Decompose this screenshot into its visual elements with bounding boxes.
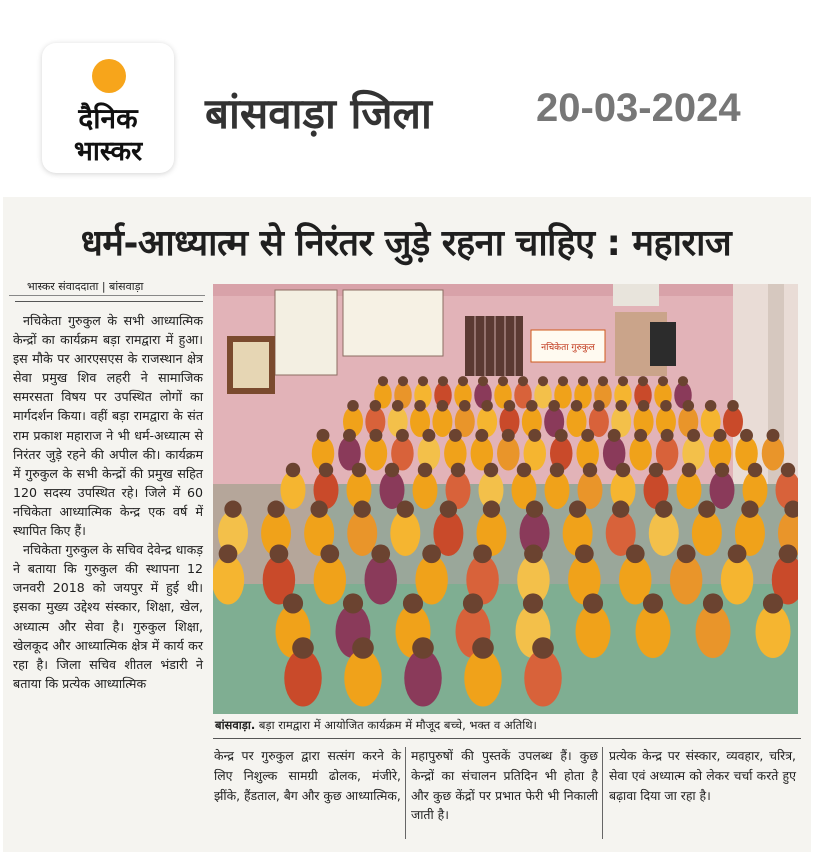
person-head bbox=[618, 376, 628, 386]
person-head bbox=[311, 501, 328, 518]
bottom-column-1: केन्द्र पर गुरुकुल द्वारा सत्संग करने के लिए निशुल्क सामग्री ढोलक, मंजीरे, झींके, हैंडताल, बैग और कुछ आध्यात्मिक, bbox=[214, 748, 401, 803]
person-head bbox=[385, 463, 399, 477]
person-head bbox=[440, 501, 457, 518]
person-head bbox=[583, 463, 597, 477]
person-head bbox=[523, 593, 543, 613]
person-head bbox=[626, 544, 645, 563]
person-head bbox=[748, 463, 762, 477]
person-head bbox=[763, 593, 783, 613]
article-headline: धर्म-आध्यात्म से निरंतर जुड़े रहना चाहिए : महाराज bbox=[80, 223, 732, 264]
person-head bbox=[555, 429, 568, 442]
person-head bbox=[517, 463, 531, 477]
person-head bbox=[558, 376, 568, 386]
newspaper-logo bbox=[42, 43, 174, 173]
person-head bbox=[478, 376, 488, 386]
column-rule bbox=[15, 301, 203, 302]
person-head bbox=[741, 501, 758, 518]
person-head bbox=[714, 429, 727, 442]
person-head bbox=[581, 429, 594, 442]
person-head bbox=[396, 429, 409, 442]
person-head bbox=[518, 376, 528, 386]
person-head bbox=[526, 400, 538, 412]
person-head bbox=[438, 376, 448, 386]
person-head bbox=[267, 501, 284, 518]
person-head bbox=[638, 376, 648, 386]
group-photo-illustration bbox=[213, 284, 798, 714]
person-head bbox=[638, 400, 650, 412]
bottom-column-2: महापुरुषों की पुस्तकें उपलब्ध हैं। कुछ केन्द्रों का संचालन प्रतिदिन भी होता है और कुछ केंद्रों पर प्रभात फेरी भी निकाली जाती है। bbox=[411, 748, 598, 823]
person-head bbox=[767, 429, 780, 442]
logo-text-line2: भास्कर bbox=[73, 136, 143, 167]
paragraph-1: नचिकेता गुरुकुल के सभी आध्यात्मिक केन्द्रों का कार्यक्रम बड़ा रामद्वारा में हुआ। इस मौके पर आरएसएस के राजस्थान क्षेत्र सेवा प्रमुख शिव लहरी ने सामाजिक समरसता विषय पर उपस्थित लोगों का मार्गदर्शन किया। वहीं बड़ा रामद्वारा के संत राम प्रकाश महाराज ने भी धर्म-अध्यात्म से निरंतर जुड़े रहने की अपील की। कार्यक्रम में गुरुकुल के सभी केन्द्रों की प्रमुख सहित 120 सदस्य उपस्थित रहे। जिले में 60 नचिकेता आध्यात्मिक केन्द्र एक वर्ष में स्थापित किए हैं। bbox=[13, 313, 203, 539]
logo-text-line1: दैनिक bbox=[78, 102, 138, 135]
person-head bbox=[292, 637, 314, 659]
paragraph-2: नचिकेता गुरुकुल के सचिव देवेन्द्र धाकड़ ने बताया कि गुरुकुल की स्थापना 12 जनवरी 2018 को जयपुर में हुई थी। इसका मुख्य उद्देश्य संस्कार, शिक्षा, खेल, अध्यात्म और सेवा है। गुरुकुल शिक्षा, खेलकूद और आध्यात्मिक क्षेत्र में कार्य कर रहा है। जिला सचिव शीतल भंडारी ने बताया कि प्रत्येक आध्यात्मिक bbox=[13, 542, 203, 691]
person-head bbox=[683, 400, 695, 412]
person-head bbox=[473, 544, 492, 563]
byline: भास्कर संवाददाता | बांसवाड़ा bbox=[27, 280, 144, 293]
person-head bbox=[598, 376, 608, 386]
caption-text: बड़ा रामद्वारा में आयोजित कार्यक्रम में मौजूद बच्चे, भक्त व अतिथि। bbox=[255, 718, 537, 732]
person-head bbox=[219, 544, 238, 563]
person-head bbox=[347, 400, 359, 412]
news-clipping bbox=[3, 197, 811, 852]
person-head bbox=[418, 376, 428, 386]
person-head bbox=[224, 501, 241, 518]
person-head bbox=[703, 593, 723, 613]
person-head bbox=[655, 501, 672, 518]
person-head bbox=[398, 376, 408, 386]
person-head bbox=[612, 501, 629, 518]
person-head bbox=[593, 400, 605, 412]
person-head bbox=[458, 376, 468, 386]
person-head bbox=[615, 400, 627, 412]
person-head bbox=[414, 400, 426, 412]
left-column bbox=[13, 311, 203, 693]
person-head bbox=[608, 429, 621, 442]
person-head bbox=[283, 593, 303, 613]
person-head bbox=[634, 429, 647, 442]
person-head bbox=[498, 376, 508, 386]
person-head bbox=[569, 501, 586, 518]
person-head bbox=[475, 429, 488, 442]
person-head bbox=[370, 400, 382, 412]
person-head bbox=[682, 463, 696, 477]
person-head bbox=[578, 376, 588, 386]
person-head bbox=[538, 376, 548, 386]
person-head bbox=[403, 593, 423, 613]
person-head bbox=[526, 501, 543, 518]
person-head bbox=[418, 463, 432, 477]
person-head bbox=[661, 429, 674, 442]
person-head bbox=[343, 593, 363, 613]
person-head bbox=[687, 429, 700, 442]
person-head bbox=[317, 429, 330, 442]
person-head bbox=[472, 637, 494, 659]
person-head bbox=[320, 544, 339, 563]
person-head bbox=[575, 544, 594, 563]
person-head bbox=[397, 501, 414, 518]
person-head bbox=[422, 544, 441, 563]
person-head bbox=[412, 637, 434, 659]
photo-caption bbox=[215, 718, 800, 733]
person-head bbox=[451, 463, 465, 477]
person-head bbox=[286, 463, 300, 477]
caption-place: बांसवाड़ा. bbox=[215, 718, 256, 732]
edition-title: बांसवाड़ा जिला bbox=[205, 89, 432, 138]
person-head bbox=[678, 376, 688, 386]
person-head bbox=[528, 429, 541, 442]
caption-rule bbox=[213, 738, 801, 739]
column-divider bbox=[602, 747, 603, 839]
person-head bbox=[779, 544, 798, 563]
person-head bbox=[727, 400, 739, 412]
person-head bbox=[548, 400, 560, 412]
person-head bbox=[649, 463, 663, 477]
person-head bbox=[319, 463, 333, 477]
person-head bbox=[532, 637, 554, 659]
person-head bbox=[660, 400, 672, 412]
person-head bbox=[481, 400, 493, 412]
person-head bbox=[571, 400, 583, 412]
person-head bbox=[463, 593, 483, 613]
person-head bbox=[483, 501, 500, 518]
person-head bbox=[354, 501, 371, 518]
person-head bbox=[392, 400, 404, 412]
person-head bbox=[715, 463, 729, 477]
person-head bbox=[677, 544, 696, 563]
person-head bbox=[583, 593, 603, 613]
person-head bbox=[740, 429, 753, 442]
person-head bbox=[343, 429, 356, 442]
person-head bbox=[781, 463, 795, 477]
bottom-column-3: प्रत्येक केन्द्र पर संस्कार, व्यवहार, चरित्र, सेवा एवं अध्यात्म को लेकर चर्चा करते हुए बढ़ावा दिया जा रहा है। bbox=[609, 748, 796, 803]
person-head bbox=[705, 400, 717, 412]
column-divider bbox=[405, 747, 406, 839]
person-head bbox=[449, 429, 462, 442]
publication-date: 20-03-2024 bbox=[536, 86, 741, 130]
person-head bbox=[698, 501, 715, 518]
person-head bbox=[658, 376, 668, 386]
person-head bbox=[502, 429, 515, 442]
banner-text: नचिकेता गुरुकुल bbox=[541, 343, 595, 353]
sun-icon bbox=[92, 59, 126, 93]
person-head bbox=[270, 544, 289, 563]
person-head bbox=[728, 544, 747, 563]
person-head bbox=[550, 463, 564, 477]
person-head bbox=[524, 544, 543, 563]
person-head bbox=[616, 463, 630, 477]
event-photo bbox=[213, 284, 798, 714]
person-head bbox=[371, 544, 390, 563]
person-head bbox=[459, 400, 471, 412]
person-head bbox=[352, 637, 374, 659]
person-head bbox=[352, 463, 366, 477]
person-head bbox=[437, 400, 449, 412]
person-head bbox=[369, 429, 382, 442]
person-head bbox=[484, 463, 498, 477]
person-head bbox=[422, 429, 435, 442]
person-head bbox=[504, 400, 516, 412]
person-head bbox=[643, 593, 663, 613]
person-head bbox=[378, 376, 388, 386]
